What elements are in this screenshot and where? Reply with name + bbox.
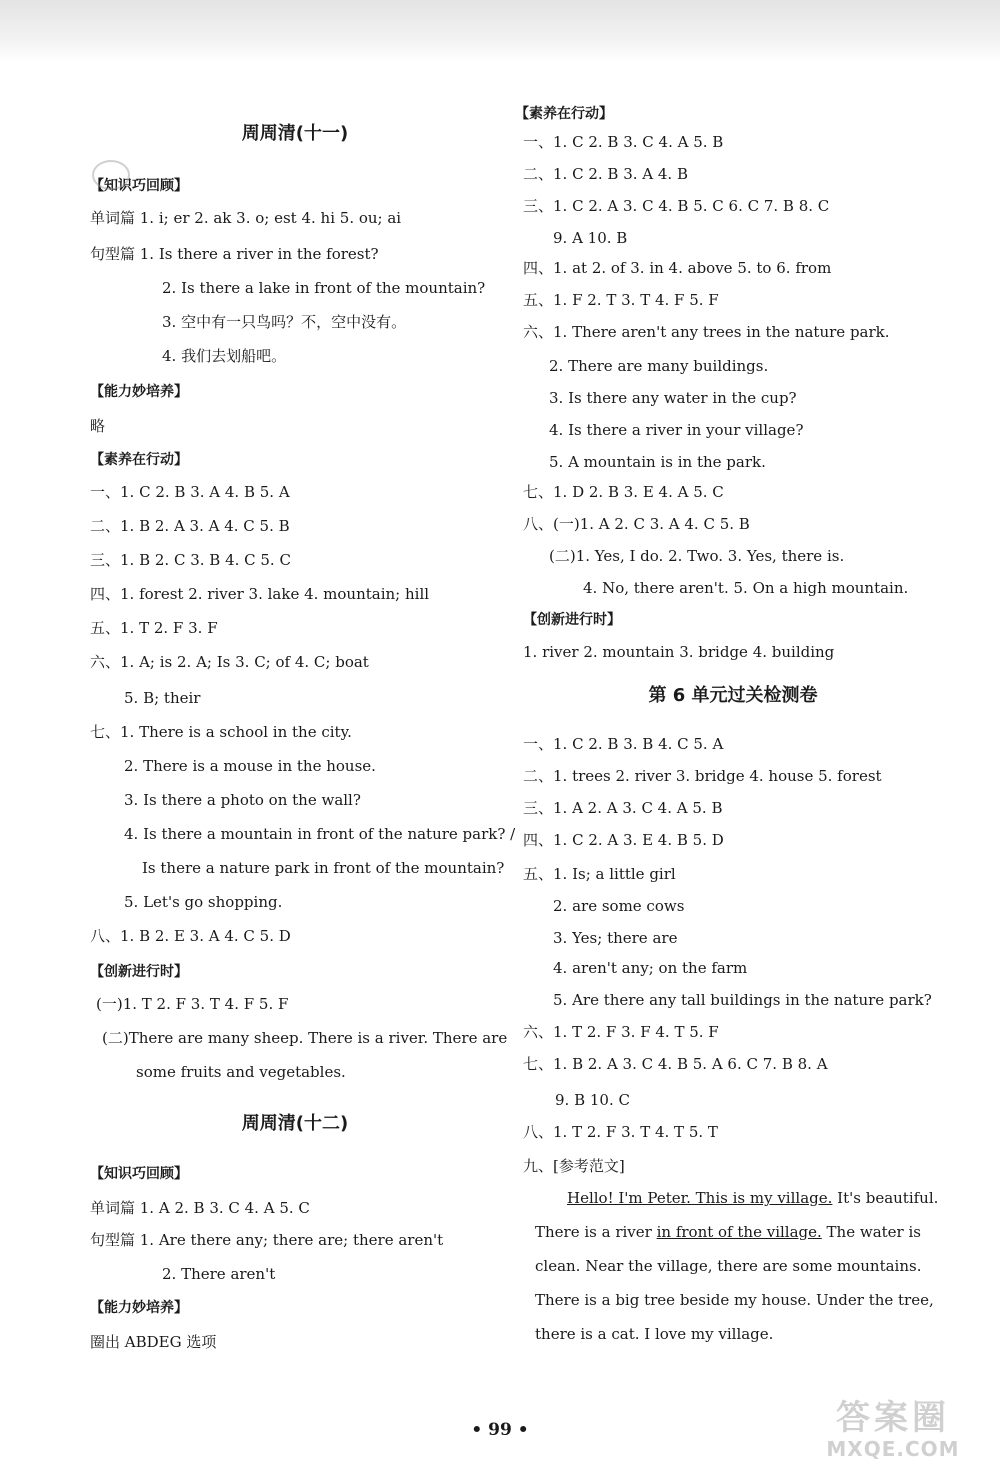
answer-line: 六、1. T 2. F 3. F 4. T 5. F	[523, 1023, 719, 1041]
answer-line: 八、1. T 2. F 3. T 4. T 5. T	[523, 1123, 718, 1141]
answer-line: 9. B 10. C	[555, 1091, 630, 1109]
essay-underlined-phrase: Hello! I'm Peter. This is my village.	[567, 1189, 833, 1207]
answer-line: 单词篇 1. i; er 2. ak 3. o; est 4. hi 5. ou; ai	[90, 209, 402, 227]
heading-ability: 【能力妙培养】	[90, 1300, 188, 1316]
section-title-unit6-test: 第 6 单元过关检测卷	[648, 685, 818, 706]
answer-line: some fruits and vegetables.	[136, 1063, 346, 1081]
answer-line: 四、1. forest 2. river 3. lake 4. mountain; hill	[90, 585, 430, 603]
watermark-text: 答案圈	[836, 1398, 950, 1438]
answer-line: 八、(一)1. A 2. C 3. A 4. C 5. B	[523, 515, 750, 533]
answer-line: 4. 我们去划船吧。	[162, 347, 287, 365]
section-title-week11: 周周清(十一)	[241, 123, 349, 144]
heading-knowledge-review: 【知识巧回顾】	[90, 1166, 188, 1182]
answer-line: 三、1. A 2. A 3. C 4. A 5. B	[523, 799, 723, 817]
scan-top-band	[0, 0, 1000, 62]
answer-line: 三、1. C 2. A 3. C 4. B 5. C 6. C 7. B 8. C	[523, 197, 830, 215]
answer-line: 五、1. Is; a little girl	[523, 865, 676, 883]
answer-line: 句型篇 1. Is there a river in the forest?	[90, 245, 379, 263]
essay-line: There is a big tree beside my house. Under the tree,	[535, 1291, 934, 1309]
answer-line: 1. river 2. mountain 3. bridge 4. building	[523, 643, 835, 661]
answer-line: 3. 空中有一只鸟吗？不，空中没有。	[162, 313, 407, 331]
stamp-mark-icon	[92, 160, 130, 190]
section-title-week12: 周周清(十二)	[241, 1113, 349, 1134]
answer-line: Is there a nature park in front of the mountain?	[142, 859, 505, 877]
answer-line: (二)1. Yes, I do. 2. Two. 3. Yes, there is.	[549, 547, 845, 565]
answer-line: 二、1. B 2. A 3. A 4. C 5. B	[90, 517, 290, 535]
heading-knowledge-review: 【知识巧回顾】	[90, 178, 188, 194]
essay-text: There is a river	[535, 1223, 657, 1241]
answer-line: 5. B; their	[124, 689, 201, 707]
answer-line: 九、[参考范文]	[523, 1157, 625, 1175]
answer-line: 八、1. B 2. E 3. A 4. C 5. D	[90, 927, 291, 945]
answer-line: 2. are some cows	[553, 897, 685, 915]
answer-line: (一)1. T 2. F 3. T 4. F 5. F	[96, 995, 289, 1013]
answer-line: 句型篇 1. Are there any; there are; there aren't	[90, 1231, 444, 1249]
heading-innovation: 【创新进行时】	[523, 612, 621, 628]
site-watermark-logo	[798, 1398, 988, 1462]
answer-line: 4. Is there a river in your village?	[549, 421, 804, 439]
answer-line: 3. Is there a photo on the wall?	[124, 791, 361, 809]
answer-line: 七、1. D 2. B 3. E 4. A 5. C	[523, 483, 724, 501]
answer-line: 七、1. B 2. A 3. C 4. B 5. A 6. C 7. B 8. A	[523, 1055, 828, 1073]
answer-line: 4. No, there aren't. 5. On a high mountain.	[583, 579, 909, 597]
heading-literacy: 【素养在行动】	[515, 106, 613, 122]
answer-line: 五、1. T 2. F 3. F	[90, 619, 218, 637]
answer-line: 一、1. C 2. B 3. C 4. A 5. B	[523, 133, 724, 151]
answer-line: 略	[90, 417, 106, 435]
answer-line: 五、1. F 2. T 3. T 4. F 5. F	[523, 291, 719, 309]
answer-line: 圈出 ABDEG 选项	[90, 1333, 217, 1351]
essay-line: clean. Near the village, there are some mountains.	[535, 1257, 922, 1275]
heading-ability: 【能力妙培养】	[90, 384, 188, 400]
answer-line: 4. Is there a mountain in front of the nature park? /	[124, 825, 516, 843]
answer-line: 六、1. A; is 2. A; Is 3. C; of 4. C; boat	[90, 653, 369, 671]
answer-line: 3. Is there any water in the cup?	[549, 389, 797, 407]
essay-line	[567, 1188, 938, 1208]
watermark-url: MXQE.COM	[826, 1437, 960, 1461]
heading-innovation: 【创新进行时】	[90, 964, 188, 980]
page-number: • 99 •	[471, 1420, 529, 1440]
essay-text: The water is	[821, 1223, 921, 1241]
answer-line: 5. Are there any tall buildings in the nature park?	[553, 991, 932, 1009]
answer-line: 2. There is a mouse in the house.	[124, 757, 376, 775]
answer-line: 一、1. C 2. B 3. A 4. B 5. A	[90, 483, 290, 501]
essay-text: It's beautiful.	[832, 1189, 939, 1207]
answer-line: 2. Is there a lake in front of the mountain?	[162, 279, 486, 297]
answer-line: 四、1. at 2. of 3. in 4. above 5. to 6. from	[523, 259, 832, 277]
essay-underlined-phrase: in front of the village.	[656, 1223, 822, 1241]
heading-literacy: 【素养在行动】	[90, 452, 188, 468]
essay-line	[535, 1222, 921, 1242]
answer-line: 二、1. trees 2. river 3. bridge 4. house 5. forest	[523, 767, 882, 785]
answer-line: 9. A 10. B	[553, 229, 628, 247]
answer-line: 2. There are many buildings.	[549, 357, 769, 375]
answer-line: 一、1. C 2. B 3. B 4. C 5. A	[523, 735, 724, 753]
answer-line: (二)There are many sheep. There is a river. There are	[102, 1029, 508, 1047]
answer-line: 四、1. C 2. A 3. E 4. B 5. D	[523, 831, 724, 849]
answer-line: 2. There aren't	[162, 1265, 276, 1283]
answer-line: 5. Let's go shopping.	[124, 893, 283, 911]
essay-line: there is a cat. I love my village.	[535, 1325, 774, 1343]
answer-line: 5. A mountain is in the park.	[549, 453, 766, 471]
answer-line: 二、1. C 2. B 3. A 4. B	[523, 165, 688, 183]
answer-line: 4. aren't any; on the farm	[553, 959, 748, 977]
answer-line: 3. Yes; there are	[553, 929, 678, 947]
answer-line: 单词篇 1. A 2. B 3. C 4. A 5. C	[90, 1199, 310, 1217]
answer-line: 七、1. There is a school in the city.	[90, 723, 352, 741]
answer-line: 三、1. B 2. C 3. B 4. C 5. C	[90, 551, 291, 569]
answer-line: 六、1. There aren't any trees in the nature park.	[523, 323, 890, 341]
